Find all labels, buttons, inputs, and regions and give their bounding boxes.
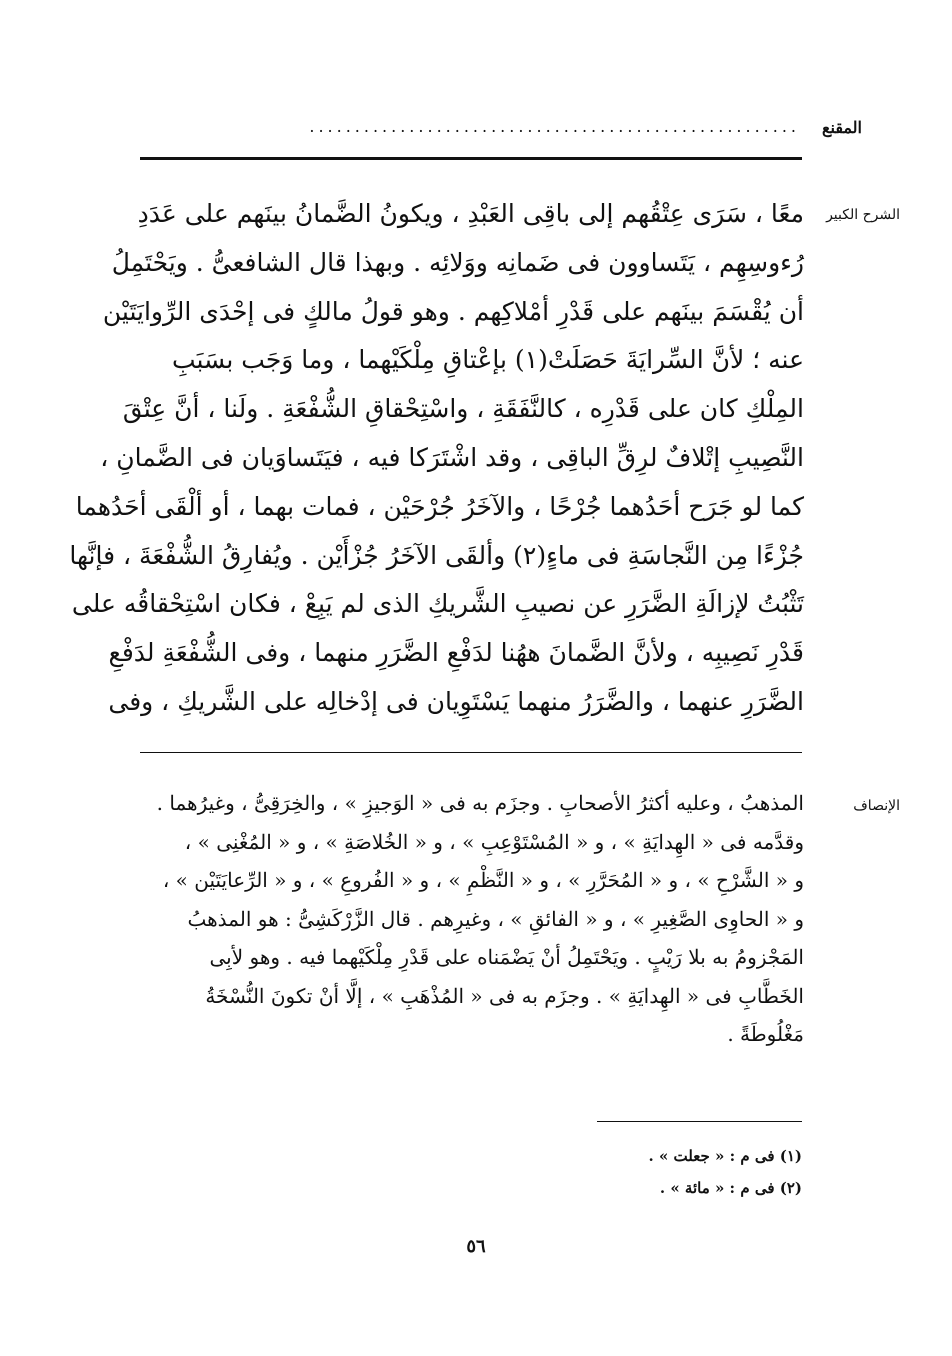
insaf-text-line: الخَطَّابِ فى « الهِدايَةِ » . وجزَم به فى « المُذْهَبِ » ، إلَّا أنْ تكونَ النُّسْخَةُ [205,983,804,1008]
main-text-line: تَثْبُتُ لإزالَةِ الضَّرَرِ عن نصيبِ الشَّريكِ الذى لم يَبِعْ ، فكان اسْتِحْقاقُه على [71,589,804,619]
main-text-line: كما لو جَرَح أحَدُهما جُرْحًا ، والآخَرُ جُرْحَيْن ، فمات بهما ، أو ألْقَى أحَدُهما [75,491,804,521]
main-text-line: معًا ، سَرَى عِتْقُهم إلى باقِى العَبْدِ ، ويكونُ الضَّمانُ بينَهم على عَدَدِ [137,199,804,228]
main-text-block [69,190,804,727]
footnote-2: (٢) فى م : « مائة » . [659,1179,802,1197]
insaf-text-line: و « الشَّرْحِ » ، و « المُحَرَّرِ » ، و « النَّظْمِ » ، و « الفُروعِ » ، و « الرِّعايَتَيْن » ، [162,868,804,892]
footnote-rule [597,1121,802,1122]
side-label-sharh: الشرح الكبير [826,207,900,223]
insaf-text-line: المَجْزومُ به بلا رَيْبٍ . ويَحْتَمِلُ أنْ يَضْمَناه على قَدْرِ مِلْكَيْهما فيه . وهو لأبِى [209,945,804,969]
side-label-insaf: الإنصاف [853,798,900,814]
page-number: ٥٦ [466,1236,486,1257]
insaf-text-line: وقدَّمه فى « الهِدايَةِ » ، و « المُسْتَوْعِبِ » ، و « الخُلاصَةِ » ، و « المُغْنِى » ، [184,829,804,854]
main-text-line: أن يُقْسَمَ بينَهم على قَدْرِ أمْلاكِهم . وهو قولُ مالكٍ فى إحْدَى الرِّوايَتَيْن [102,296,804,326]
footnotes [500,1140,802,1204]
insaf-text-line: و « الحاوِى الصَّغِيرِ » ، و « الفائقِ » ، وغيرِهم . قال الزَّرْكَشِىُّ : هو المذهبُ [187,906,804,931]
header-rule [140,157,802,160]
section-divider [140,752,802,753]
footnote-1: (١) فى م : « جعلت » . [648,1147,802,1165]
main-text-line: جُزْءًا مِن النَّجاسَةِ فى ماءٍ(٢) وألقَى الآخَرُ جُزْأَيْن . ويُفارِقُ الشُّفْعَةَ ، فإنَّها [69,540,804,570]
running-title: المقنع [821,118,862,137]
main-text-line: عنه ؛ لأنَّ السِّرايَةَ حَصَلَتْ(١) بإعْتاقِ مِلْكَيْهما ، وما وَجَب بسَبَبِ [171,345,804,375]
main-text-line: قَدْرِ نَصِيبِه ، ولأنَّ الضَّمانَ ههُنا لدَفْعِ الضَّرَرِ منهما ، وفى الشُّفْعَةِ لدَفْعِ [108,638,804,668]
insaf-text-block [140,784,804,1054]
main-text-line: النَّصِيبِ إتْلافٌ لرِقِّ الباقِى ، وقد اشْتَرَكا فيه ، فيَتَساوَيان فى الضَّمانِ ، [100,442,804,472]
insaf-text-line: المذهبُ ، وعليه أكثرُ الأصحابِ . وجزَم به فى « الوَجيزِ » ، والخِرَقِىُّ ، وغيرُهما . [156,791,804,815]
insaf-text-line: مَغْلُوطَةً . [727,1022,804,1046]
header-dotted-leader: ...................................................... [309,117,800,136]
main-text-line: المِلْكِ كان على قَدْرِه ، كالنَّفَقَةِ ، واسْتِحْقاقِ الشُّفْعَةِ . ولَنا ، أنَّ عِتْقَ [122,394,804,424]
main-text-line: رُءوسِهِم ، يَتَساوون فى ضَمانِه ووَلائِه . وبهذا قال الشافعىُّ . ويَحْتَمِلُ [111,247,804,277]
main-text-line: الضَّرَرِ عنهما ، والضَّرَرُ منهما يَسْتَوِيان فى إدْخالِه على الشَّريكِ ، وفى [108,686,804,716]
